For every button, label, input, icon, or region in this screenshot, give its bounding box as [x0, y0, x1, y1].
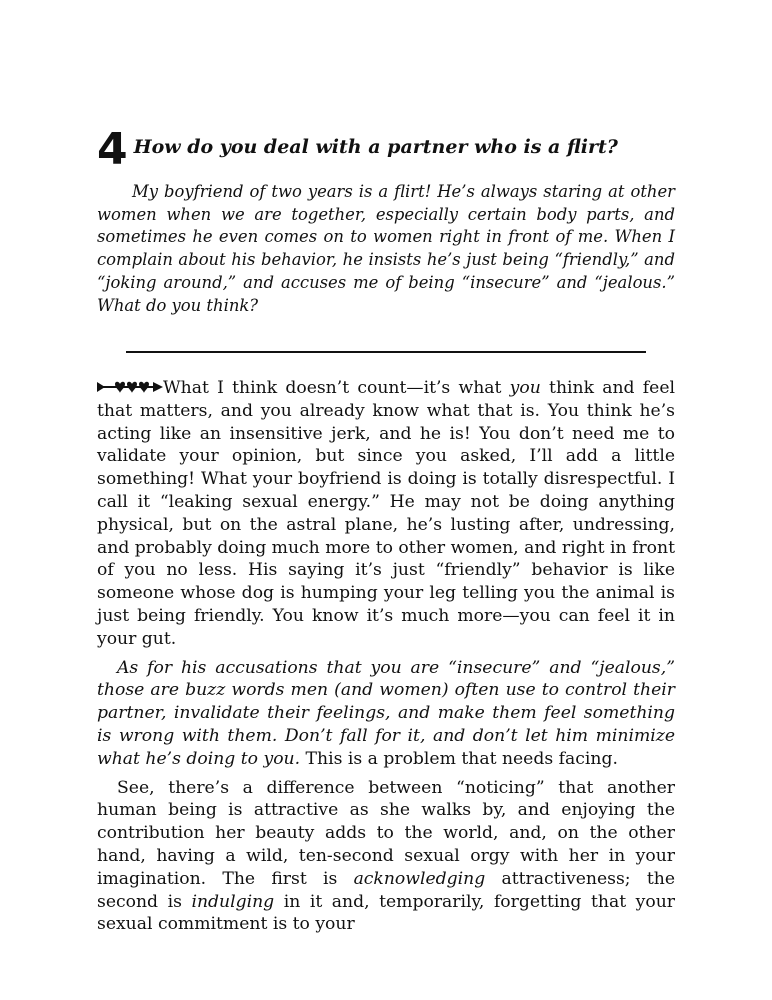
answer-emphasis: As for his accusations that you are “insecure” and “jealous,” those are buzz words men (and women) often use to control their partner, invalidate their feelings, and make them feel something is wrong with them. Don’t fall for it, and don’t let him minimize what he’s doing to you. — [97, 657, 675, 769]
answer-emphasis: acknowledging — [353, 868, 486, 889]
answer-emphasis: indulging — [191, 891, 275, 912]
answer-emphasis: you — [509, 378, 541, 398]
answer-text: think and feel that matters, and you already know what that is. You think he’s acting like an insensitive jerk, and he is! You don’t need me to validate your opinion, but since you asked, I’ll add a little something! What your boyfriend is doing is totally disrespectful. I call it “leaking sexual energy.” He may not be doing anything physical, but on the astral plane, he’s lusting after, undressing, and probably doing much more to other women, and right in front of you no less. His saying it’s just “friendly” behavior is like someone whose dog is humping your leg telling you the animal is just being friendly. You know it’s much more—you can feel it in your gut. — [97, 378, 675, 649]
answer-text: in it and, temporarily, forgetting that your sexual commitment is to your — [97, 891, 675, 935]
answer-body — [97, 377, 675, 942]
question-text: My boyfriend of two years is a flirt! He’s always staring at other women when we are together, especially certain body parts, and sometimes he even comes on to women right in front of me. When I complain about his behavior, he insists he’s just being “friendly,” and “joking around,” and accuses me of being “insecure” and “jealous.” What do you think? — [97, 182, 675, 315]
answer-text: See, there’s a difference between “noticing” that another human being is attractive as she walks by, and enjoying the contribution her beauty adds to the world, and, on the other hand, having a wild, ten-second sexual orgy with her in your imagination. The first is — [97, 777, 675, 889]
answer-paragraph-3 — [97, 777, 675, 937]
chapter-heading — [97, 124, 697, 175]
reader-question — [97, 181, 675, 317]
answer-paragraph-2 — [97, 657, 675, 771]
heart-arrow-ornament-icon — [97, 380, 163, 394]
section-divider — [126, 351, 646, 353]
chapter-title: How do you deal with a partner who is a flirt? — [133, 136, 618, 158]
answer-paragraph-1 — [97, 377, 675, 651]
answer-text: What I think doesn’t count—it’s what — [163, 378, 510, 398]
answer-text: This is a problem that needs facing. — [300, 748, 618, 769]
chapter-number: 4 — [97, 124, 128, 175]
answer-text: attractiveness; the second is — [97, 868, 675, 912]
